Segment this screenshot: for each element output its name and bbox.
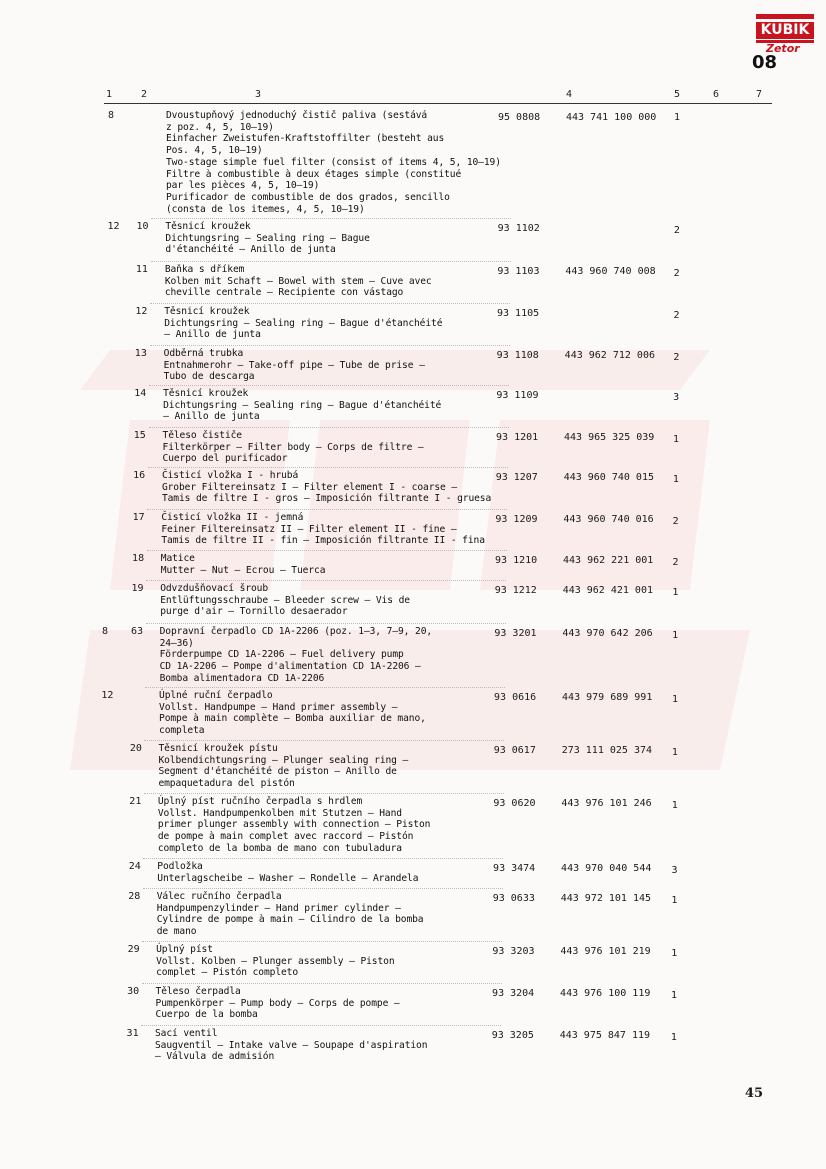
row-position: 18	[132, 553, 145, 564]
row-quantity: 2	[672, 557, 679, 568]
row-catalog-number: 93 1103	[497, 266, 540, 277]
row-description	[160, 626, 432, 685]
row-quantity: 1	[672, 694, 679, 705]
row-catalog-number: 93 3203	[492, 946, 535, 957]
description-line: Cylindre de pompe à main — Cilindro de la bomba	[156, 914, 424, 926]
row-quantity: 1	[671, 990, 678, 1001]
description-line: Entlüftungsschraube — Bleeder screw — Vis de	[160, 594, 410, 606]
column-header-5: 5	[674, 89, 681, 100]
description-line: de pompe à main complet avec raccord — Pistón	[157, 831, 414, 843]
column-header-1: 1	[106, 89, 113, 100]
row-part-number: 443 976 101 219	[560, 946, 651, 957]
row-description	[164, 306, 442, 341]
row-description	[156, 944, 394, 979]
row-position: 15	[133, 430, 146, 441]
description-line: Dichtungsring — Sealing ring — Bague d'étanchéité	[164, 317, 443, 329]
description-line: Odvzdušňovací šroub	[160, 583, 269, 594]
description-line: Segment d'étanchéité de piston — Anillo de	[158, 766, 397, 778]
section-number: 08	[752, 52, 778, 73]
row-separator	[149, 385, 509, 386]
row-part-number: 443 970 040 544	[561, 863, 652, 874]
row-position: 14	[134, 388, 147, 399]
description-line: 24—36)	[159, 637, 194, 649]
row-separator	[150, 303, 510, 304]
description-line: Čisticí vložka I - hrubá	[161, 470, 299, 481]
column-header-3: 3	[255, 89, 262, 100]
row-separator	[149, 427, 509, 428]
row-part-number: 443 960 740 008	[565, 266, 656, 277]
row-description	[158, 743, 408, 790]
description-line: (consta de los itemes, 4, 5, 10—19)	[166, 203, 365, 215]
row-catalog-number: 93 1109	[496, 390, 539, 401]
description-line: Mutter — Nut — Ecrou — Tuerca	[160, 564, 326, 576]
row-quantity: 1	[671, 747, 678, 758]
column-header-7: 7	[756, 89, 763, 100]
description-line: complet — Pistón completo	[156, 967, 299, 979]
row-position: 29	[127, 944, 140, 955]
row-quantity: 2	[672, 516, 679, 527]
row-separator	[144, 793, 504, 794]
row-part-number: 443 979 689 991	[562, 692, 653, 703]
row-catalog-number: 95 0808	[498, 112, 541, 123]
description-line: Purificador de combustible de dos grados, sencillo	[166, 191, 450, 203]
description-line: Einfacher Zweistufen-Kraftstoffilter (besteht aus	[166, 133, 445, 145]
row-quantity: 1	[672, 630, 679, 641]
row-separator	[147, 550, 507, 551]
row-quantity: 1	[671, 800, 678, 811]
description-line: — Anillo de junta	[163, 411, 260, 423]
row-description	[157, 891, 424, 938]
description-line: Dvoustupňový jednoduchý čistič paliva (sestává	[166, 110, 428, 121]
description-line: Válec ručního čerpadla	[156, 891, 282, 902]
row-description	[165, 264, 432, 299]
description-line: Förderpumpe CD 1A-2206 — Fuel delivery pump	[159, 649, 404, 661]
description-line: CD 1A-2206 — Pompe d'alimentation CD 1A-2206 —	[159, 661, 421, 673]
description-line: Filtre à combustible à deux étages simple (constitué	[166, 168, 462, 180]
row-part-number: 443 960 740 016	[563, 514, 654, 525]
description-line: Vollst. Kolben — Plunger assembly — Piston	[156, 955, 395, 967]
row-catalog-number: 93 1105	[497, 308, 540, 319]
description-line: Sací ventil	[154, 1028, 218, 1039]
row-quantity: 1	[673, 434, 680, 445]
row-catalog-number: 93 1201	[496, 432, 539, 443]
description-line: Pos. 4, 5, 10—19)	[166, 145, 263, 157]
row-description	[160, 583, 410, 618]
row-part-number: 443 972 101 145	[560, 893, 652, 904]
description-line: Unterlagscheibe — Washer — Rondelle — Arandela	[157, 872, 419, 884]
description-line: Baňka s dříkem	[164, 264, 245, 275]
row-quantity: 1	[672, 474, 679, 485]
row-position: 21	[129, 796, 142, 807]
row-separator	[143, 888, 503, 889]
row-separator	[151, 218, 511, 219]
row-position: 13	[134, 348, 147, 359]
description-line: Tamis de filtre II - fin — Imposición filtrante II - fina	[161, 535, 485, 547]
row-catalog-number: 93 0633	[492, 893, 535, 904]
description-line: Two-stage simple fuel filter (consist of items 4, 5, 10—19)	[166, 156, 501, 168]
row-quantity: 2	[673, 352, 680, 363]
row-catalog-number: 93 1210	[495, 555, 538, 566]
description-line: primer plunger assembly with connection — Piston	[157, 819, 431, 831]
logo-word: KUBIK	[756, 22, 814, 39]
row-part-number: 443 962 221 001	[563, 555, 654, 566]
description-line: z poz. 4, 5, 10—19)	[166, 121, 274, 133]
description-line: Kolben mit Schaft — Bowel with stem — Cuve avec	[164, 275, 432, 287]
column-header-6: 6	[713, 89, 720, 100]
description-line: Dichtungsring — Sealing ring — Bague	[165, 232, 370, 244]
row-description	[157, 861, 418, 884]
row-quantity: 1	[672, 587, 679, 598]
row-quantity: 1	[674, 112, 681, 123]
header-rule	[104, 103, 772, 104]
description-line: Matice	[160, 553, 195, 564]
column-header-2: 2	[141, 89, 148, 100]
description-line: Těsnicí kroužek	[164, 306, 250, 317]
row-position: 63	[130, 626, 143, 637]
row-part-number: 443 962 712 006	[564, 350, 655, 361]
row-description	[162, 470, 491, 505]
row-catalog-number: 93 0617	[493, 745, 536, 756]
description-line: empaquetadura del pistón	[158, 778, 295, 790]
row-catalog-number: 93 3201	[494, 628, 537, 639]
row-part-number: 443 970 642 206	[562, 628, 653, 639]
row-description	[161, 553, 326, 576]
description-line: Vollst. Handpumpenkolben mit Stutzen — Hand	[157, 807, 402, 819]
row-separator	[142, 983, 502, 984]
description-line: Úplný píst	[156, 944, 213, 955]
row-catalog-number: 93 3204	[492, 988, 535, 999]
description-line: Těleso čističe	[162, 430, 242, 441]
row-part-number: 443 976 100 119	[560, 988, 651, 999]
row-quantity: 3	[673, 392, 680, 403]
description-line: Tamis de filtre I - gros — Imposición filtrante I - gruesa	[161, 493, 492, 505]
description-line: Handpumpenzylinder — Hand primer cylinder —	[156, 902, 401, 914]
row-quantity: 1	[671, 948, 678, 959]
row-position: 12	[135, 306, 148, 317]
row-position: 19	[131, 583, 144, 594]
description-line: Kolbendichtungsring — Plunger sealing ring —	[158, 754, 409, 766]
row-separator	[142, 941, 502, 942]
row-position: 17	[132, 512, 145, 523]
row-catalog-number: 93 1102	[497, 223, 540, 234]
row-position: 24	[128, 861, 141, 872]
description-line: Feiner Filtereinsatz II — Filter element II - fine —	[161, 523, 457, 535]
description-line: Bomba alimentadora CD 1A-2206	[159, 672, 325, 684]
description-line: Grober Filtereinsatz I — Filter element I - coarse —	[161, 481, 458, 493]
row-part-number: 273 111 025 374	[561, 745, 653, 756]
description-line: de mano	[156, 926, 197, 938]
description-line: Úplné ruční čerpadlo	[159, 690, 273, 701]
description-line: Tubo de descarga	[163, 371, 255, 383]
row-quantity: 2	[673, 225, 680, 236]
row-position: 10	[136, 221, 149, 232]
row-qty-per-group: 12	[101, 690, 114, 701]
description-line: Entnahmerohr — Take-off pipe — Tube de prise —	[163, 359, 425, 371]
row-part-number: 443 962 421 001	[562, 585, 653, 596]
description-line: Dichtungsring — Sealing ring — Bague d'étanchéité	[163, 399, 442, 411]
row-description	[159, 690, 426, 737]
row-description	[156, 986, 400, 1021]
description-line: completo de la bomba de mano con tubuladura	[157, 842, 402, 854]
row-quantity: 2	[673, 310, 680, 321]
description-line: Těsnicí kroužek	[163, 388, 249, 399]
row-quantity: 1	[670, 1032, 677, 1043]
row-separator	[148, 467, 508, 468]
logo-bar	[756, 14, 814, 19]
row-part-number: 443 976 101 246	[561, 798, 652, 809]
description-line: Vollst. Handpumpe — Hand primer assembly —	[159, 701, 398, 713]
row-separator	[150, 345, 510, 346]
row-catalog-number: 93 0620	[493, 798, 536, 809]
row-separator	[151, 261, 511, 262]
row-separator	[147, 509, 507, 510]
row-position: 31	[126, 1028, 139, 1039]
row-part-number: 443 741 100 000	[566, 112, 657, 123]
row-description	[161, 512, 485, 547]
row-qty-per-group: 12	[107, 221, 120, 232]
description-line: par les pièces 4, 5, 10—19)	[166, 180, 320, 192]
row-catalog-number: 93 1207	[495, 472, 538, 483]
row-separator	[146, 580, 506, 581]
description-line: d'étanchéité — Anillo de junta	[165, 244, 336, 256]
row-catalog-number: 93 3205	[491, 1030, 534, 1041]
description-line: Úplný píst ručního čerpadla s hrdlem	[157, 796, 363, 807]
logo-sub: Zetor	[766, 42, 800, 55]
row-position: 28	[128, 891, 141, 902]
row-part-number: 443 965 325 039	[564, 432, 655, 443]
row-description	[165, 221, 369, 256]
row-catalog-number: 93 1209	[495, 514, 538, 525]
description-line: purge d'air — Tornillo desaerador	[160, 606, 348, 618]
row-description	[163, 430, 424, 465]
row-part-number: 443 960 740 015	[563, 472, 654, 483]
row-catalog-number: 93 1212	[494, 585, 537, 596]
row-description	[163, 388, 441, 423]
row-catalog-number: 93 1108	[496, 350, 539, 361]
row-part-number: 443 975 847 119	[559, 1030, 651, 1041]
row-quantity: 2	[673, 268, 680, 279]
row-catalog-number: 93 0616	[494, 692, 537, 703]
row-separator	[144, 740, 504, 741]
row-position: 11	[135, 264, 148, 275]
row-description	[158, 796, 430, 855]
row-separator	[141, 1025, 501, 1026]
row-catalog-number: 93 3474	[493, 863, 536, 874]
description-line: Dopravní čerpadlo CD 1A-2206 (poz. 1—3, 7—9, 20,	[159, 626, 433, 637]
row-separator	[145, 687, 505, 688]
description-line: Pumpenkörper — Pump body — Corps de pompe —	[155, 997, 400, 1009]
description-line: Těleso čerpadla	[155, 986, 241, 997]
row-position: 16	[133, 470, 146, 481]
description-line: Čisticí vložka II - jemná	[161, 512, 304, 523]
description-line: Těsnicí kroužek	[165, 221, 251, 232]
row-position: 20	[129, 743, 142, 754]
row-position: 30	[127, 986, 140, 997]
description-line: Odběrná trubka	[163, 348, 244, 359]
row-description	[155, 1028, 427, 1063]
row-quantity: 1	[671, 895, 678, 906]
row-quantity: 3	[671, 865, 678, 876]
row-separator	[143, 858, 503, 859]
description-line: — Anillo de junta	[164, 329, 261, 341]
description-line: Cuerpo del purificador	[162, 453, 288, 465]
column-header-4: 4	[566, 89, 573, 100]
description-line: Podložka	[157, 861, 203, 872]
description-line: Saugventil — Intake valve — Soupape d'aspiration	[154, 1039, 428, 1051]
description-line: cheville centrale — Recipiente con vástago	[164, 287, 404, 299]
row-separator	[146, 623, 506, 624]
row-qty-per-group: 8	[101, 626, 108, 637]
row-qty-per-group: 8	[108, 110, 115, 121]
page-number: 45	[745, 1086, 764, 1101]
description-line: Těsnicí kroužek pístu	[158, 743, 278, 754]
description-line: completa	[159, 725, 205, 737]
description-line: Filterkörper — Filter body — Corps de filtre —	[162, 441, 424, 453]
row-description	[166, 110, 501, 215]
description-line: — Válvula de admisión	[154, 1051, 275, 1063]
row-description	[164, 348, 425, 383]
description-line: Cuerpo de la bomba	[155, 1009, 258, 1021]
description-line: Pompe à main complète — Bomba auxiliar de mano,	[159, 713, 426, 725]
